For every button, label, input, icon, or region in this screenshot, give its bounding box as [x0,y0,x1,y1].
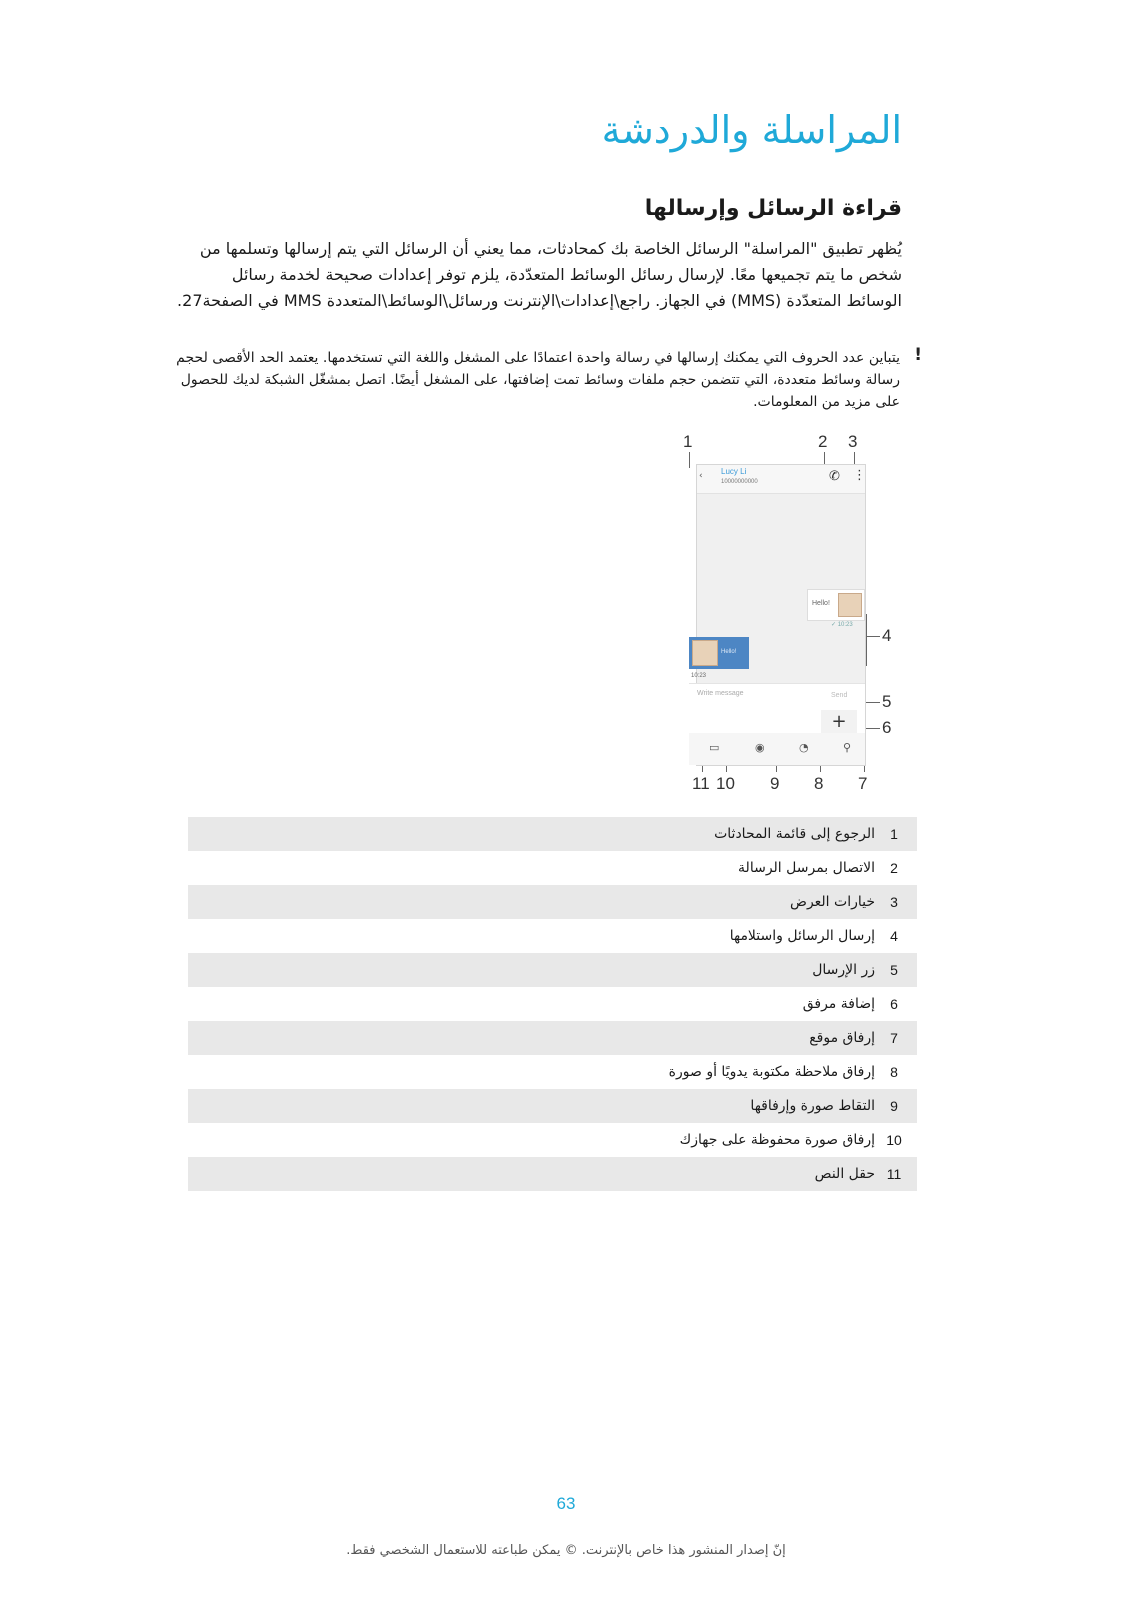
callout-line [864,702,880,703]
conversation-header [697,465,865,494]
table-row [188,851,917,885]
callout-3: 3 [848,432,858,451]
menu-icon[interactable]: ⋮ [853,468,866,483]
callout-line [689,452,690,468]
page-title: المراسلة والدردشة [601,108,902,152]
legend-text: إرفاق ملاحظة مكتوبة يدويًا أو صورة [668,1064,875,1080]
table-row [188,1157,917,1191]
legend-number: 3 [890,894,898,910]
outgoing-message [689,637,749,669]
table-row [188,817,917,851]
incoming-message [807,589,865,621]
attachment-toolbar [689,733,865,765]
intro-paragraph: يُظهر تطبيق "المراسلة" الرسائل الخاصة بك كمحادثات، مما يعني أن الرسائل التي يتم إرسالها وتسلمها من شخص ما يتم تجميعها معًا. لإرسال رسائل الوسائط المتعدّدة، يلزم توفر إعدادات صحيحة لخدمة رسائل الوسائط المتعدّدة (MMS) في الجهاز. راجع\إعدادات\الإنترنت ورسائل\الوسائط\المتعددة MMS في الصفحة27. [177,239,902,310]
callout-line [866,636,880,637]
legend-number: 1 [890,826,898,842]
callout-2: 2 [818,432,828,451]
contact-name: Lucy Li [721,467,747,476]
call-icon[interactable]: ✆ [829,469,840,484]
legend-number: 5 [890,962,898,978]
legend-text: حقل النص [814,1166,875,1182]
legend-table [188,817,917,1191]
section-title: قراءة الرسائل وإرسالها [644,196,902,221]
incoming-time: ✓ 10:23 [831,622,853,628]
callout-4: 4 [882,626,892,645]
outgoing-message-text: Hello! [721,649,737,655]
camera-icon[interactable]: ◉ [755,741,765,754]
note-paragraph: يتباين عدد الحروف التي يمكنك إرسالها في رسالة واحدة اعتمادًا على المشغل واللغة التي تستخدمها. يعتمد الحد الأقصى لحجم رسالة وسائط متعددة، التي تتضمن حجم ملفات وسائط تمت إضافتها، على المشغل أيضًا. اتصل بمشغّل الشبكة لديك للحصول على مزيد من المعلومات. [176,350,900,410]
legend-text: إرفاق موقع [809,1030,875,1046]
page-number: 63 [556,1494,576,1513]
table-row [188,1055,917,1089]
footer-note: إنّ إصدار المنشور هذا خاص بالإنترنت. © يمكن طباعته للاستعمال الشخصي فقط. [346,1543,786,1558]
message-input[interactable]: Write message [697,690,744,697]
warning-icon: ! [914,345,922,365]
messaging-screenshot [691,464,866,766]
callout-6: 6 [882,718,892,737]
table-row [188,919,917,953]
callout-5: 5 [882,692,892,711]
table-row [188,987,917,1021]
contact-number: 10000000000 [721,479,758,485]
callout-line [866,614,867,666]
legend-text: الرجوع إلى قائمة المحادثات [714,826,875,842]
avatar [692,640,718,666]
table-row [188,1089,917,1123]
add-attachment-button[interactable]: + [821,710,857,734]
gallery-icon[interactable]: ▭ [709,741,720,754]
callout-10: 10 [716,774,735,793]
legend-text: التقاط صورة وإرفاقها [750,1098,875,1114]
callout-7: 7 [858,774,868,793]
legend-number: 8 [890,1064,898,1080]
message-composer[interactable] [689,683,865,734]
legend-number: 2 [890,860,898,876]
outgoing-time: 10:23 [691,673,707,679]
table-row [188,1123,917,1157]
legend-text: إرفاق صورة محفوظة على جهازك [679,1132,875,1148]
table-row [188,953,917,987]
send-button[interactable]: Send [831,692,848,699]
legend-text: خيارات العرض [790,894,875,910]
table-row [188,1021,917,1055]
legend-number: 7 [890,1030,898,1046]
callout-8: 8 [814,774,824,793]
callout-11: 11 [692,774,710,793]
legend-text: إرسال الرسائل واستلامها [729,928,875,944]
avatar [838,593,862,617]
callout-line [864,728,880,729]
legend-number: 10 [886,1132,902,1148]
sketch-icon[interactable]: ◔ [799,741,809,754]
table-row [188,885,917,919]
legend-number: 4 [890,928,898,944]
legend-number: 11 [886,1166,902,1182]
legend-text: زر الإرسال [812,962,875,978]
callout-9: 9 [770,774,780,793]
legend-number: 9 [890,1098,898,1114]
legend-number: 6 [890,996,898,1012]
location-icon[interactable]: ⚲ [843,741,852,754]
legend-text: إضافة مرفق [802,996,875,1012]
back-icon[interactable]: ‹ [699,471,703,481]
incoming-message-text: Hello! [812,600,830,607]
callout-1: 1 [683,432,693,451]
legend-text: الاتصال بمرسل الرسالة [738,860,875,876]
